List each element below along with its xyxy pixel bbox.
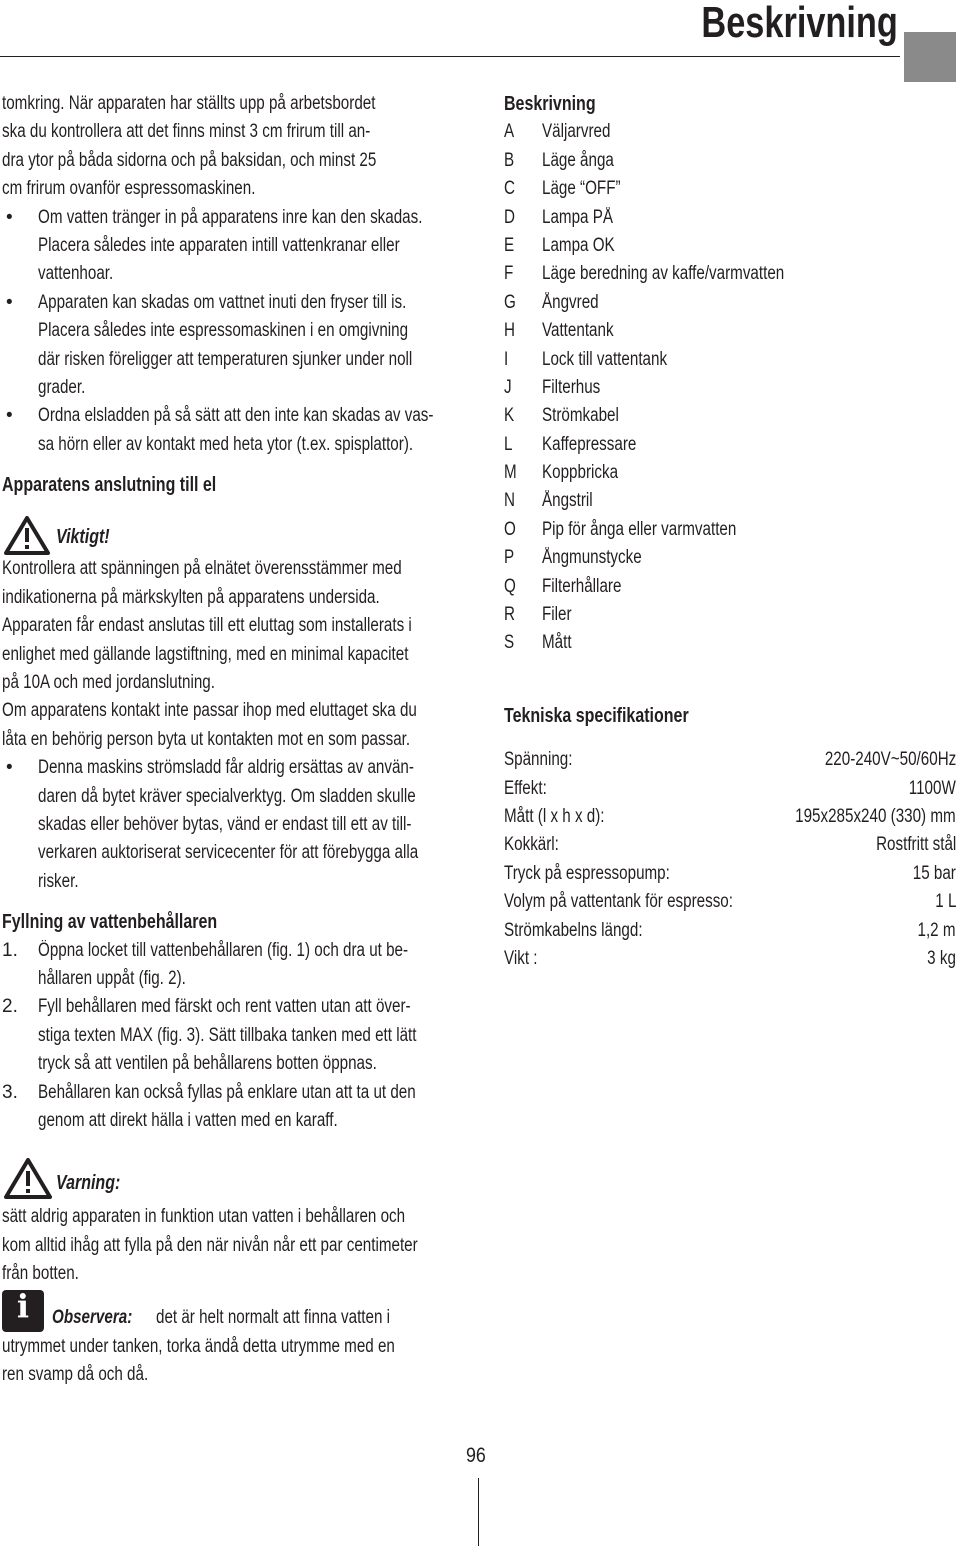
- footer-rule: [478, 1478, 479, 1546]
- important-label: Viktigt!: [56, 526, 110, 549]
- legend-item: [504, 601, 956, 629]
- para-line: Kontrollera att spänningen på elnätet överensstämmer med: [2, 558, 402, 580]
- legend-key: Q: [504, 575, 516, 597]
- legend-item: [504, 544, 956, 572]
- note-notice: [2, 1287, 454, 1332]
- legend-label: Ångmunstycke: [542, 547, 642, 569]
- step-number: 3.: [2, 1081, 18, 1103]
- para-line: indikationerna på märkskylten på apparatens undersida.: [2, 586, 380, 608]
- spec-value: 1,2 m: [917, 919, 956, 941]
- spec-value: 15 bar: [912, 862, 956, 884]
- spec-row: [504, 775, 956, 803]
- bullet-icon: •: [6, 757, 13, 779]
- right-column: [504, 90, 956, 973]
- legend-item: [504, 289, 956, 317]
- spec-value: 220-240V~50/60Hz: [824, 749, 956, 771]
- legend-label: Ångstril: [542, 490, 593, 512]
- warning-line: från botten.: [2, 1263, 79, 1285]
- legend-item: [504, 431, 956, 459]
- step-item: 2. Fyll behållaren med färskt och rent vatten utan att över- stiga texten MAX (fig. 3). Sätt tillbaka tanken med ett lätt tryck så att ventilen på behållarens botten öppnas.: [2, 993, 454, 1078]
- legend-item: [504, 516, 956, 544]
- page-title: Beskrivning: [701, 0, 898, 47]
- legend-item: [504, 459, 956, 487]
- spec-label: Effekt:: [504, 777, 547, 799]
- page-number: 96: [466, 1444, 486, 1467]
- legend-key: C: [504, 178, 515, 200]
- header-rule: [0, 56, 900, 57]
- legend-label: Lampa PÅ: [542, 206, 613, 228]
- note-line: utrymmet under tanken, torka ändå detta utrymme med en: [2, 1335, 395, 1357]
- legend-key: K: [504, 405, 515, 427]
- step-number: 2.: [2, 996, 18, 1018]
- legend-item: [504, 487, 956, 515]
- left-column: [2, 90, 454, 1390]
- legend-item: [504, 147, 956, 175]
- spec-label: Strömkabelns längd:: [504, 919, 643, 941]
- legend-label: Läge ånga: [542, 149, 614, 171]
- legend-label: Lampa OK: [542, 234, 615, 256]
- legend-label: Vattentank: [542, 320, 614, 342]
- para-line: Om apparatens kontakt inte passar ihop med eluttaget ska du: [2, 700, 417, 722]
- legend-item: [504, 629, 956, 657]
- bullet-icon: •: [6, 206, 13, 228]
- warning-line: sätt aldrig apparaten in funktion utan vatten i behållaren och: [2, 1206, 406, 1228]
- legend-label: Kaffepressare: [542, 433, 637, 455]
- spec-label: Mått (l x h x d):: [504, 805, 605, 827]
- section-heading: Fyllning av vattenbehållaren: [2, 911, 218, 934]
- warning-line: kom alltid ihåg att fylla på den när nivån når ett par centimeter: [2, 1234, 418, 1256]
- spec-value: Rostfritt stål: [875, 834, 956, 856]
- legend-key: R: [504, 604, 515, 626]
- important-notice: [2, 511, 454, 555]
- specs-heading: Tekniska specifikationer: [504, 704, 689, 727]
- legend-key: A: [504, 121, 515, 143]
- spec-label: Kokkärl:: [504, 834, 559, 856]
- spec-row: [504, 917, 956, 945]
- legend-key: F: [504, 263, 514, 285]
- legend-item: [504, 346, 956, 374]
- legend-item: [504, 204, 956, 232]
- legend-list: [504, 118, 956, 657]
- spec-label: Volym på vattentank för espresso:: [504, 891, 733, 913]
- legend-label: Mått: [542, 632, 572, 654]
- legend-item: [504, 317, 956, 345]
- legend-item: [504, 374, 956, 402]
- note-first-line: det är helt normalt att finna vatten i: [156, 1307, 391, 1329]
- legend-label: Strömkabel: [542, 405, 619, 427]
- legend-label: Filterhållare: [542, 575, 622, 597]
- legend-label: Pip för ånga eller varmvatten: [542, 518, 737, 540]
- bullet-item: • Ordna elsladden på så sätt att den inte kan skadas av vas- sa hörn eller av kontakt med heta ytor (t.ex. spisplattor).: [2, 402, 454, 459]
- legend-label: Ångvred: [542, 291, 599, 313]
- legend-item: [504, 402, 956, 430]
- legend-key: H: [504, 320, 515, 342]
- legend-item: [504, 232, 956, 260]
- step-number: 1.: [2, 939, 18, 961]
- spec-row: [504, 945, 956, 973]
- para-line: enlighet med gällande lagstiftning, med en minimal kapacitet: [2, 643, 409, 665]
- legend-key: B: [504, 149, 515, 171]
- legend-key: M: [504, 462, 517, 484]
- legend-key: I: [504, 348, 509, 370]
- warning-icon: [4, 515, 50, 555]
- legend-item: [504, 260, 956, 288]
- bullet-item: • Denna maskins strömsladd får aldrig ersättas av använ- daren då bytet kräver specialverktyg. Om sladden skulle skadas eller behöver bytas, vänd er endast till ett av till- verkaren auktoriserat servicecenter för att förebygga alla risker.: [2, 754, 454, 896]
- legend-key: P: [504, 547, 515, 569]
- bullet-icon: •: [6, 405, 13, 427]
- legend-key: N: [504, 490, 515, 512]
- specs-table: [504, 746, 956, 973]
- legend-key: S: [504, 632, 515, 654]
- step-item: 1. Öppna locket till vattenbehållaren (fig. 1) och dra ut be- hållaren uppåt (fig. 2).: [2, 937, 454, 994]
- warning-notice: [2, 1153, 454, 1203]
- para-line: Apparaten får endast anslutas till ett eluttag som installerats i: [2, 615, 412, 637]
- spec-row: [504, 831, 956, 859]
- legend-key: G: [504, 291, 516, 313]
- legend-key: O: [504, 518, 516, 540]
- step-item: 3. Behållaren kan också fyllas på enklare utan att ta ut den genom att direkt hälla i vatten med en karaff.: [2, 1079, 454, 1136]
- warning-icon: [4, 1157, 52, 1199]
- legend-label: Läge “OFF”: [542, 178, 621, 200]
- spec-row: [504, 888, 956, 916]
- legend-label: Väljarvred: [542, 121, 611, 143]
- legend-label: Läge beredning av kaffe/varmvatten: [542, 263, 785, 285]
- legend-item: [504, 175, 956, 203]
- para-line: på 10A och med jordanslutning.: [2, 672, 215, 694]
- legend-key: L: [504, 433, 513, 455]
- legend-label: Lock till vattentank: [542, 348, 668, 370]
- bullet-item: • Apparaten kan skadas om vattnet inuti den fryser till is. Placera således inte espressomaskinen i en omgivning där risken föreligger att temperaturen sjunker under noll grader.: [2, 289, 454, 403]
- intro-line: tomkring. När apparaten har ställts upp på arbetsbordet: [2, 93, 376, 114]
- spec-label: Spänning:: [504, 749, 573, 771]
- legend-item: [504, 573, 956, 601]
- note-label: Observera:: [52, 1307, 133, 1329]
- legend-key: J: [504, 376, 512, 398]
- info-icon: i: [2, 1290, 44, 1332]
- spec-row: [504, 746, 956, 774]
- legend-label: Koppbricka: [542, 462, 619, 484]
- intro-line: ska du kontrollera att det finns minst 3 cm frirum till an-: [2, 121, 371, 143]
- spec-row: [504, 803, 956, 831]
- spec-label: Tryck på espressopump:: [504, 862, 670, 884]
- header-block: [904, 32, 956, 82]
- bullet-item: • Om vatten tränger in på apparatens inre kan den skadas. Placera således inte apparaten intill vattenkranar eller vattenhoar.: [2, 204, 454, 289]
- spec-value: 195x285x240 (330) mm: [795, 805, 956, 827]
- spec-value: 1100W: [908, 777, 956, 799]
- bullet-icon: •: [6, 291, 13, 313]
- note-line: ren svamp då och då.: [2, 1364, 149, 1386]
- legend-key: D: [504, 206, 515, 228]
- spec-row: [504, 860, 956, 888]
- legend-label: Filer: [542, 604, 572, 626]
- section-heading: Apparatens anslutning till el: [2, 474, 217, 497]
- spec-label: Vikt :: [504, 947, 538, 969]
- para-line: låta en behörig person byta ut kontakten mot en som passar.: [2, 728, 411, 750]
- intro-line: dra ytor på båda sidorna och på baksidan, och minst 25: [2, 149, 377, 171]
- spec-value: 3 kg: [927, 947, 956, 969]
- spec-value: 1 L: [934, 891, 956, 913]
- legend-heading: Beskrivning: [504, 93, 596, 115]
- warning-label: Varning:: [56, 1172, 121, 1195]
- legend-key: E: [504, 234, 515, 256]
- legend-label: Filterhus: [542, 376, 601, 398]
- intro-line: cm frirum ovanför espressomaskinen.: [2, 178, 256, 200]
- legend-item: [504, 118, 956, 146]
